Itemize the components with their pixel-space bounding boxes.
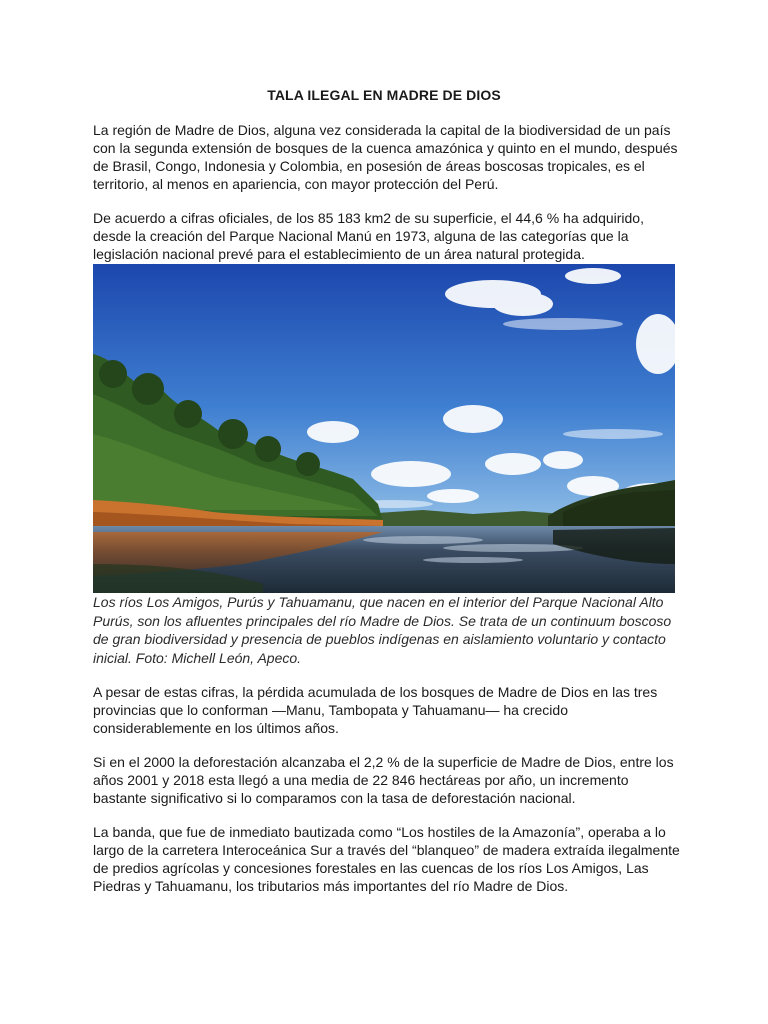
document-title: TALA ILEGAL EN MADRE DE DIOS <box>267 87 501 103</box>
river-landscape-illustration <box>93 264 675 593</box>
paragraph-deforestation-rate: Si en el 2000 la deforestación alcanzaba el 2,2 % de la superficie de Madre de Dios, entre los años 2001 y 2018 esta llegó a una media de 22 846 hectáreas por año, un incremento bastante significativo si lo comparamos con la tasa de deforestación nacional. <box>93 754 674 806</box>
photo-caption: Los ríos Los Amigos, Purús y Tahuamanu, que nacen en el interior del Parque Nacional Alto Purús, son los afluentes principales del río Madre de Dios. Se trata de un continuum boscoso de gran biodiversidad y presencia de pueblos indígenas en aislamiento voluntario y contacto inicial. Foto: Michell León, Apeco. <box>93 594 672 666</box>
river-landscape-photo <box>93 264 675 593</box>
paragraph-illegal-logging-band: La banda, que fue de inmediato bautizada como “Los hostiles de la Amazonía”, operaba a lo largo de la carretera Interoceánica Sur a través del “blanqueo” de madera extraída ilegalmente de predios agrícolas y concesiones forestales en las cuencas de los ríos Los Amigos, Las Piedras y Tahuamanu, los tributarios más importantes del río Madre de Dios. <box>93 824 680 894</box>
paragraph-official-figures: De acuerdo a cifras oficiales, de los 85 183 km2 de su superficie, el 44,6 % ha adquirido, desde la creación del Parque Nacional Manú en 1973, alguna de las categorías que la legislación nacional prevé para el establecimiento de un área natural protegida. <box>93 210 644 262</box>
paragraph-forest-loss: A pesar de estas cifras, la pérdida acumulada de los bosques de Madre de Dios en las tres provincias que lo conforman —Manu, Tambopata y Tahuamanu— ha crecido considerablemente en los últimos años. <box>93 684 658 736</box>
paragraph-intro: La región de Madre de Dios, alguna vez considerada la capital de la biodiversidad de un país con la segunda extensión de bosques de la cuenca amazónica y quinto en el mundo, después de Brasil, Congo, Indonesia y Colombia, en posesión de áreas boscosas tropicales, es el territorio, al menos en apariencia, con mayor protección del Perú. <box>93 122 678 192</box>
